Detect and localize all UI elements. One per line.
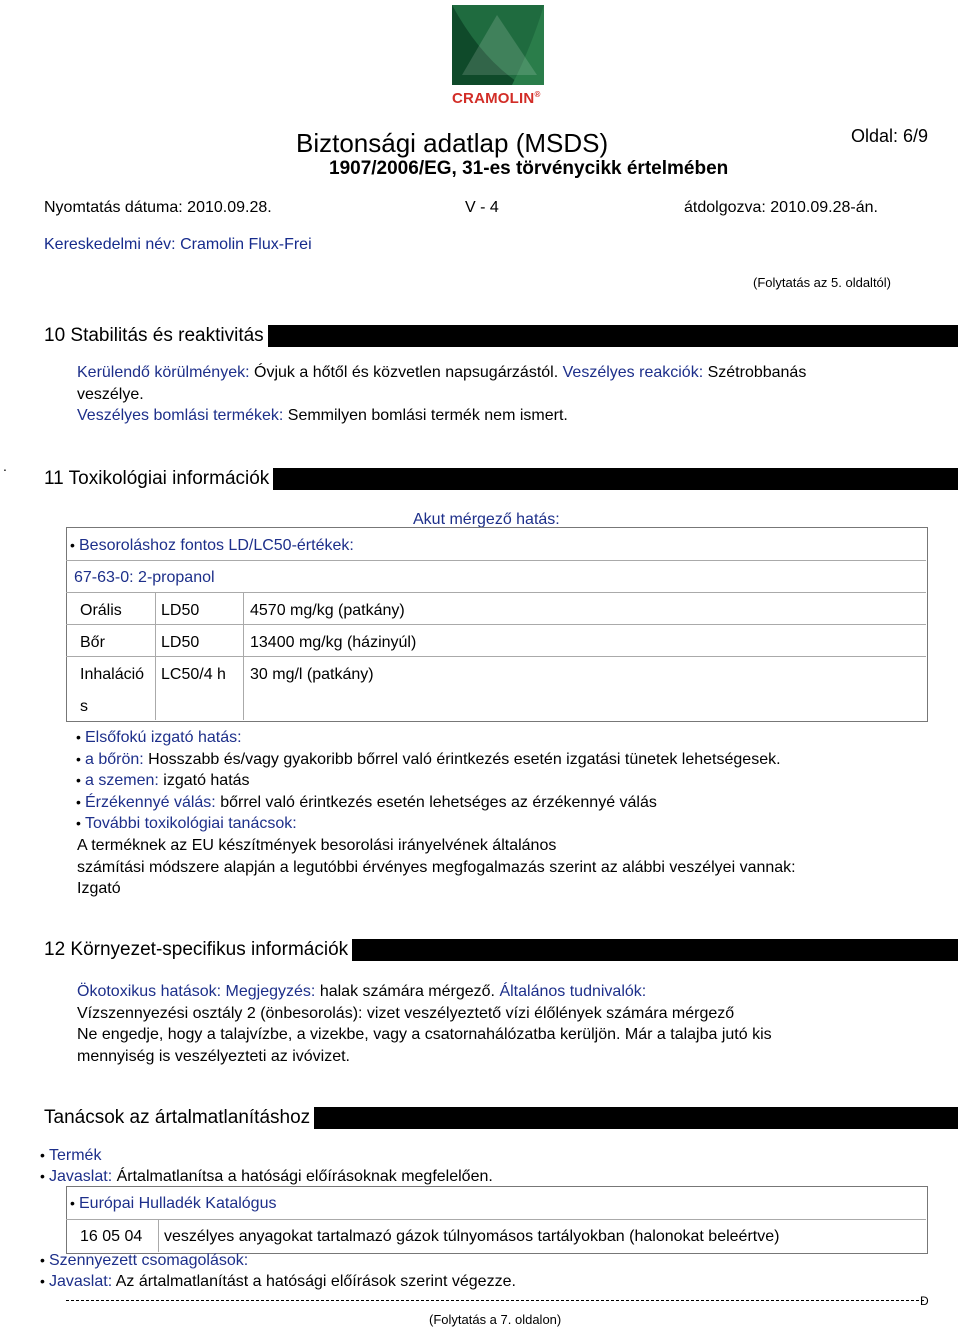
type-inhal: LC50/4 h (161, 666, 226, 683)
section-12-header: 12 Környezet-specifikus információk (43, 939, 958, 961)
eco-line4: mennyiség is veszélyezteti az ivóvizet. (77, 1048, 350, 1065)
ewc-code: 16 05 04 (80, 1228, 143, 1245)
more-tox-line1: A terméknek az EU készítmények besorolási irányelvének általános (77, 837, 557, 854)
revision-date: átdolgozva: 2010.09.28-án. (684, 199, 878, 216)
section-marker: . (3, 458, 7, 474)
eco-line2: Vízszennyezési osztály 2 (önbesorolás): vizet veszélyeztető vízi élőlények számára mérgező (77, 1005, 735, 1022)
route-inhal: Inhaláció (80, 666, 145, 683)
sec10-reactions-cont: veszélye. (77, 386, 144, 403)
section-13-header: Tanácsok az ártalmatlanításhoz (43, 1107, 958, 1129)
skin-effect: • a bőrön: Hosszabb és/vagy gyakoribb bőrrel való érintkezés esetén izgatási tünetek lehetségesek. (76, 749, 781, 770)
ld-values-label: • Besoroláshoz fontos LD/LC50-értékek: (70, 535, 354, 556)
footer-divider (66, 1300, 924, 1301)
page-number: Oldal: 6/9 (851, 126, 929, 146)
sensitization: • Érzékennyé válás: bőrrel való érintkezés esetén lehetséges az érzékennyé válás (76, 792, 657, 813)
print-date: Nyomtatás dátuma: 2010.09.28. (44, 199, 272, 216)
document-subtitle: 1907/2006/EG, 31-es törvénycikk értelmében (329, 158, 729, 179)
route-oral: Orális (80, 602, 122, 619)
type-skin: LD50 (161, 634, 200, 651)
value-skin: 13400 mg/kg (házinyúl) (250, 634, 417, 651)
route-skin: Bőr (80, 634, 105, 651)
eco-line3: Ne engedje, hogy a talajvízbe, a vizekbe, vagy a csatornahálózatba kerüljön. Már a talajba jutó kis (77, 1026, 772, 1043)
sec10-avoid: Kerülendő körülmények: Óvjuk a hőtől és közvetlen napsugárzástól. Veszélyes reakciók: Szétrobbanás (77, 364, 807, 381)
substance-name: 67-63-0: 2-propanol (74, 569, 215, 586)
packaging-label: • Szennyezett csomagolások: (40, 1250, 248, 1271)
continued-next: (Folytatás a 7. oldalon) (429, 1312, 562, 1327)
company-logo (452, 5, 544, 85)
section-10-header: 10 Stabilitás és reaktivitás (43, 325, 958, 347)
ewc-label: • Európai Hulladék Katalógus (70, 1193, 276, 1214)
product-label: • Termék (40, 1145, 101, 1166)
version: V - 4 (465, 199, 499, 216)
footer-letter: D (920, 1294, 929, 1308)
brand-name: CRAMOLIN® (452, 90, 541, 107)
value-inhal: 30 mg/l (patkány) (250, 666, 374, 683)
eye-effect: • a szemen: izgató hatás (76, 770, 250, 791)
acute-tox-label: Akut mérgező hatás: (413, 511, 560, 528)
route-wrap: s (80, 698, 88, 715)
more-tox-label: • További toxikológiai tanácsok: (76, 813, 297, 834)
sec10-decomp: Veszélyes bomlási termékek: Semmilyen bomlási termék nem ismert. (77, 407, 568, 424)
type-oral: LD50 (161, 602, 200, 619)
value-oral: 4570 mg/kg (patkány) (250, 602, 405, 619)
recommendation-2: • Javaslat: Az ártalmatlanítást a hatósági előírások szerint végezze. (40, 1271, 516, 1292)
more-tox-line2: számítási módszere alapján a legutóbbi érvényes megfogalmazás szerint az alábbi veszélyei vannak: (77, 859, 796, 876)
trade-name: Kereskedelmi név: Cramolin Flux-Frei (44, 236, 312, 253)
section-11-header: 11 Toxikológiai információk (43, 468, 958, 490)
continued-from: (Folytatás az 5. oldaltól) (753, 275, 892, 290)
eco-line1: Ökotoxikus hatások: Megjegyzés: halak számára mérgező. Általános tudnivalók: (77, 983, 647, 1000)
recommendation: • Javaslat: Ártalmatlanítsa a hatósági előírásoknak megfelelően. (40, 1166, 493, 1187)
more-tox-line3: Izgató (77, 880, 121, 897)
primary-irritation: • Elsőfokú izgató hatás: (76, 727, 242, 748)
ewc-description: veszélyes anyagokat tartalmazó gázok túlnyomásos tartályokban (halonokat beleértve) (164, 1228, 780, 1245)
document-title: Biztonsági adatlap (MSDS) (296, 128, 609, 158)
